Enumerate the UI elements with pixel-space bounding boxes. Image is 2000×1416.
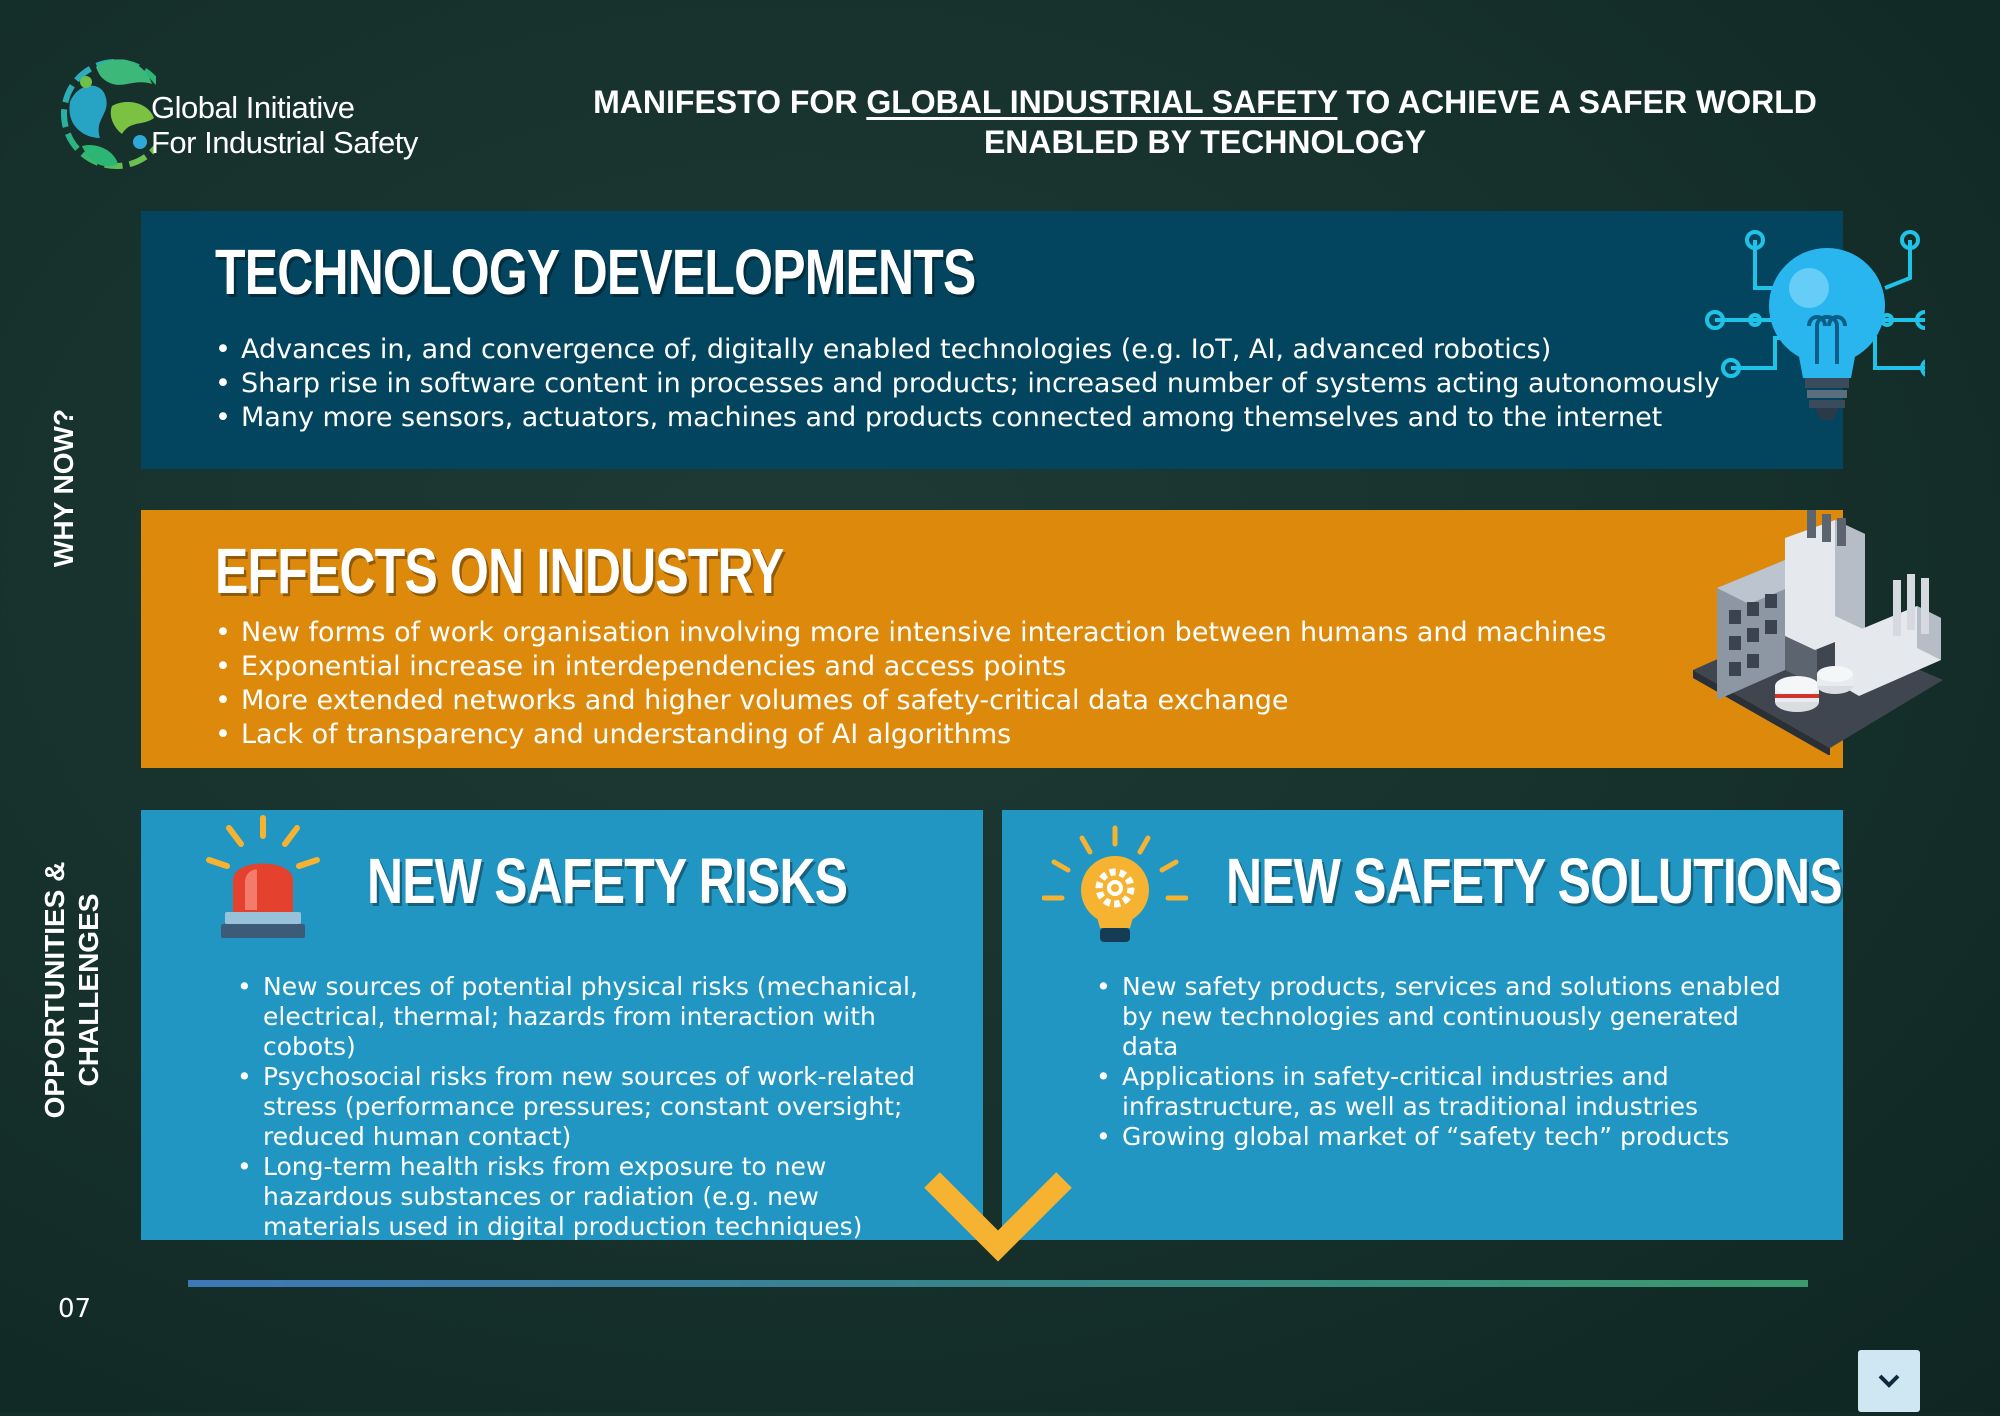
globe-logo-icon [56, 42, 156, 177]
factory-icon [1685, 510, 1945, 755]
chevron-down-icon [1858, 1350, 1920, 1412]
solutions-heading: NEW SAFETY SOLUTIONS [1226, 845, 1842, 917]
title-prefix: MANIFESTO FOR [593, 84, 867, 120]
risks-bullets [237, 972, 937, 1242]
technology-bullets [215, 333, 1865, 435]
list-item: • Sharp rise in software content in processes and products; increased number of systems acting autonomously [215, 367, 1865, 401]
circuit-lightbulb-icon [1705, 228, 1925, 428]
effects-on-industry-panel [141, 510, 1843, 768]
title-suffix: TO ACHIEVE A SAFER WORLD [1337, 84, 1817, 120]
solutions-bullets [1096, 972, 1796, 1152]
side-label-opportunities [38, 862, 106, 1119]
list-item: • Long-term health risks from exposure to new hazardous substances or radiation (e.g. new materials used in digital production techniques) [237, 1152, 937, 1242]
list-item: • Applications in safety-critical industries and infrastructure, as well as traditional industries [1096, 1062, 1796, 1122]
side-label-why-now: WHY NOW? [48, 408, 79, 568]
title-line-2: ENABLED BY TECHNOLOGY [983, 124, 1427, 160]
logo-line-1: Global Initiative [151, 90, 355, 125]
page-number: 07 [58, 1294, 92, 1324]
list-item: • New safety products, services and solutions enabled by new technologies and continuously generated data [1096, 972, 1796, 1062]
next-page-button[interactable] [1858, 1350, 1920, 1412]
technology-heading: TECHNOLOGY DEVELOPMENTS [215, 236, 976, 308]
new-safety-solutions-panel [1002, 810, 1843, 1240]
footer-divider [188, 1280, 1808, 1287]
list-item: • More extended networks and higher volumes of safety-critical data exchange [215, 684, 1715, 718]
new-safety-risks-panel [141, 810, 983, 1240]
side-label-line-1: OPPORTUNITIES & [39, 861, 70, 1119]
list-item: • Lack of transparency and understanding of AI algorithms [215, 718, 1715, 752]
title-highlight: GLOBAL INDUSTRIAL SAFETY [866, 84, 1338, 120]
list-item: • New sources of potential physical risks (mechanical, electrical, thermal; hazards from interaction with cobots) [237, 972, 937, 1062]
logo [56, 42, 446, 177]
risks-heading: NEW SAFETY RISKS [367, 845, 848, 917]
gear-lightbulb-icon [1042, 824, 1188, 948]
side-label-line-2: CHALLENGES [73, 893, 104, 1087]
list-item: • Exponential increase in interdependencies and access points [215, 650, 1715, 684]
technology-developments-panel [141, 211, 1843, 469]
alarm-siren-icon [205, 814, 321, 944]
list-item: • Many more sensors, actuators, machines and products connected among themselves and to the internet [215, 401, 1865, 435]
chevron-down-icon [922, 1170, 1074, 1266]
list-item: • New forms of work organisation involving more intensive interaction between humans and machines [215, 616, 1715, 650]
list-item: • Psychosocial risks from new sources of work-related stress (performance pressures; constant oversight; reduced human contact) [237, 1062, 937, 1152]
logo-line-2: For Industrial Safety [151, 125, 418, 160]
effects-heading: EFFECTS ON INDUSTRY [215, 535, 784, 607]
list-item: • Growing global market of “safety tech” products [1096, 1122, 1796, 1152]
effects-bullets [215, 616, 1715, 752]
list-item: • Advances in, and convergence of, digitally enabled technologies (e.g. IoT, AI, advanced robotics) [215, 333, 1865, 367]
page-title [560, 82, 1850, 162]
